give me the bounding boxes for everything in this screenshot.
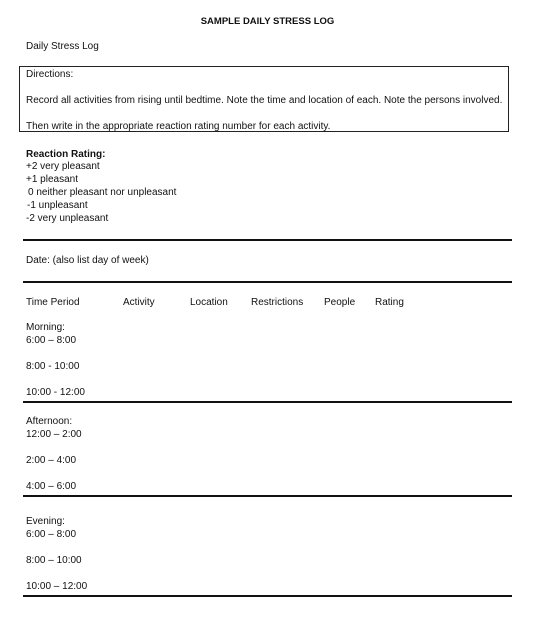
page-title: SAMPLE DAILY STRESS LOG	[200, 16, 335, 27]
directions-heading: Directions:	[26, 69, 74, 80]
time-slot: 4:00 – 6:00	[26, 481, 77, 492]
column-header-time-period: Time Period	[26, 297, 80, 308]
time-slot: 6:00 – 8:00	[26, 335, 77, 346]
period-label-morning: Morning:	[26, 322, 65, 333]
time-slot: 10:00 - 12:00	[26, 387, 85, 398]
time-slot: 6:00 – 8:00	[26, 529, 77, 540]
reaction-item: +2 very pleasant	[26, 161, 100, 172]
reaction-rating-heading: Reaction Rating:	[26, 149, 106, 160]
divider	[23, 495, 512, 497]
period-label-evening: Evening:	[26, 516, 65, 527]
column-header-rating: Rating	[375, 297, 404, 308]
time-slot: 8:00 - 10:00	[26, 361, 80, 372]
divider	[23, 595, 512, 597]
reaction-item: +1 pleasant	[26, 174, 78, 185]
log-subtitle: Daily Stress Log	[26, 41, 99, 52]
directions-line-2: Then write in the appropriate reaction rating number for each activity.	[26, 121, 331, 132]
date-label: Date: (also list day of week)	[26, 255, 149, 266]
column-header-people: People	[324, 297, 356, 308]
divider	[23, 239, 512, 241]
time-slot: 2:00 – 4:00	[26, 455, 77, 466]
column-header-restrictions: Restrictions	[251, 297, 304, 308]
time-slot: 12:00 – 2:00	[26, 429, 82, 440]
period-label-afternoon: Afternoon:	[26, 416, 73, 427]
time-slot: 8:00 – 10:00	[26, 555, 82, 566]
reaction-item: -2 very unpleasant	[26, 213, 109, 224]
directions-line-1: Record all activities from rising until bedtime. Note the time and location of each. Note the persons involved.	[26, 95, 503, 106]
column-header-location: Location	[190, 297, 228, 308]
column-header-activity: Activity	[123, 297, 155, 308]
reaction-item: -1 unpleasant	[27, 200, 88, 211]
divider	[23, 281, 512, 283]
time-slot: 10:00 – 12:00	[26, 581, 88, 592]
reaction-item: 0 neither pleasant nor unpleasant	[28, 187, 177, 198]
divider	[23, 401, 512, 403]
